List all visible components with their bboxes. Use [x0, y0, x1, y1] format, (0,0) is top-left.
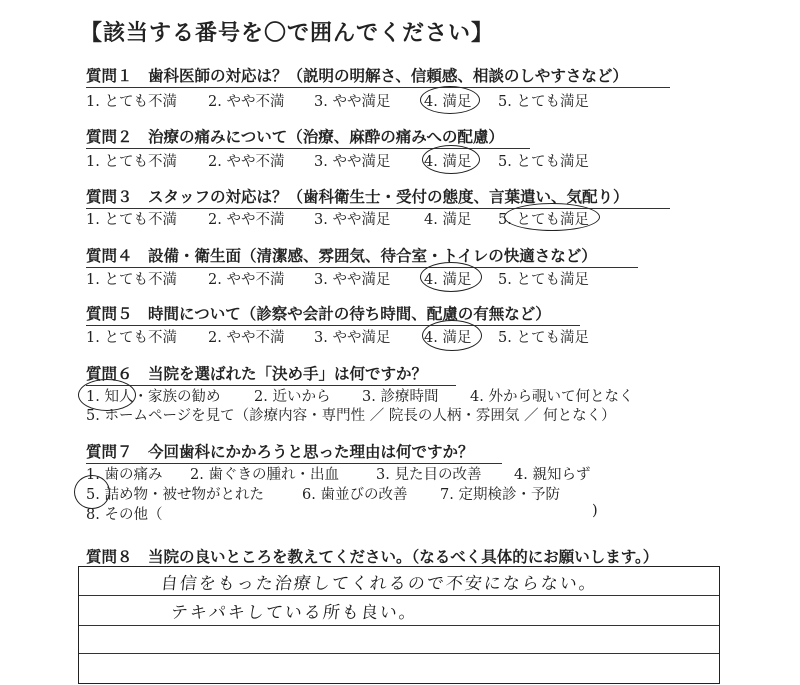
answer-rule — [79, 595, 719, 596]
q7-option-7[interactable]: 7. 定期検診・予防 — [440, 487, 560, 503]
question-3-title — [86, 185, 629, 207]
q7-option-5[interactable]: 5. 詰め物・被せ物がとれた — [86, 487, 264, 503]
q4-option-4[interactable]: 4. 満足 — [424, 272, 472, 288]
q5-option-2[interactable]: 2. やや不満 — [208, 330, 285, 346]
q7-option-6[interactable]: 6. 歯並びの改善 — [302, 487, 408, 503]
question-4-text: 質問４ 設備・衛生面（清潔感、雰囲気、待合室・トイレの快適さなど） — [86, 246, 597, 265]
question-6-text: 質問６ 当院を選ばれた「決め手」は何ですか？ — [86, 364, 428, 383]
question-2-underline — [86, 148, 530, 149]
question-6-title — [86, 362, 427, 384]
q8-handwritten-line-1: 自信をもった治療してくれるので不安にならない。 — [159, 574, 599, 594]
question-4-title — [86, 244, 597, 266]
q3-option-2[interactable]: 2. やや不満 — [208, 212, 285, 228]
q8-answer-box[interactable] — [78, 566, 720, 684]
question-1-text: 質問１ 歯科医師の対応は？（説明の明解さ、信頼感、相談のしやすさなど） — [86, 66, 628, 85]
form-heading: 【該当する番号を〇で囲んでください】 — [80, 20, 495, 46]
question-8-text: 質問８ 当院の良いところを教えてください。（なるべく具体的にお願いします。） — [86, 547, 659, 566]
q2-option-2[interactable]: 2. やや不満 — [208, 154, 285, 170]
q1-option-4[interactable]: 4. 満足 — [424, 94, 472, 110]
q7-option-4[interactable]: 4. 親知らず — [514, 467, 591, 483]
q1-option-1[interactable]: 1. とても不満 — [86, 94, 177, 110]
q7-option-2[interactable]: 2. 歯ぐきの腫れ・出血 — [190, 467, 339, 483]
q5-option-1[interactable]: 1. とても不満 — [86, 330, 177, 346]
q1-option-5[interactable]: 5. とても満足 — [498, 94, 589, 110]
q4-option-3[interactable]: 3. やや満足 — [314, 272, 391, 288]
question-5-text: 質問５ 時間について（診察や会計の待ち時間、配慮の有無など） — [86, 304, 551, 323]
question-5-title — [86, 302, 551, 324]
question-1-title — [86, 64, 628, 86]
q4-option-1[interactable]: 1. とても不満 — [86, 272, 177, 288]
q4-option-5[interactable]: 5. とても満足 — [498, 272, 589, 288]
q4-option-2[interactable]: 2. やや不満 — [208, 272, 285, 288]
q7-option-8[interactable]: 8. その他（ — [86, 507, 163, 523]
q3-option-3[interactable]: 3. やや満足 — [314, 212, 391, 228]
q2-option-1[interactable]: 1. とても不満 — [86, 154, 177, 170]
question-3-text: 質問３ スタッフの対応は？（歯科衛生士・受付の態度、言葉遣い、気配り） — [86, 187, 629, 206]
q3-option-5[interactable]: 5. とても満足 — [498, 212, 589, 228]
q7-option-8-close-paren: ) — [592, 503, 598, 519]
answer-rule — [79, 625, 719, 626]
q1-option-2[interactable]: 2. やや不満 — [208, 94, 285, 110]
question-2-text: 質問２ 治療の痛みについて（治療、麻酔の痛みへの配慮） — [86, 127, 504, 146]
q2-option-3[interactable]: 3. やや満足 — [314, 154, 391, 170]
q6-option-1[interactable]: 1. 知人・家族の勧め — [86, 389, 221, 405]
question-2-title — [86, 125, 504, 147]
q6-option-3[interactable]: 3. 診療時間 — [362, 389, 439, 405]
q7-option-3[interactable]: 3. 見た目の改善 — [376, 467, 482, 483]
q2-option-5[interactable]: 5. とても満足 — [498, 154, 589, 170]
q5-option-4[interactable]: 4. 満足 — [424, 330, 472, 346]
q3-option-1[interactable]: 1. とても不満 — [86, 212, 177, 228]
q6-option-2[interactable]: 2. 近いから — [254, 389, 331, 405]
q6-option-5[interactable]: 5. ホームページを見て（診療内容・専門性 ／ 院長の人柄・雰囲気 ／ 何となく） — [86, 408, 616, 424]
q5-option-3[interactable]: 3. やや満足 — [314, 330, 391, 346]
answer-rule — [79, 653, 719, 654]
q3-option-4[interactable]: 4. 満足 — [424, 212, 472, 228]
q5-option-5[interactable]: 5. とても満足 — [498, 330, 589, 346]
q2-option-4[interactable]: 4. 満足 — [424, 154, 472, 170]
q8-handwritten-line-2: テキパキしている所も良い。 — [169, 603, 419, 623]
q7-option-1[interactable]: 1. 歯の痛み — [86, 467, 163, 483]
question-1-underline — [86, 87, 670, 88]
question-8-title — [86, 545, 658, 567]
question-7-title — [86, 440, 474, 462]
q6-option-4[interactable]: 4. 外から覗いて何となく — [470, 389, 634, 405]
q1-option-3[interactable]: 3. やや満足 — [314, 94, 391, 110]
question-7-text: 質問７ 今回歯科にかかろうと思った理由は何ですか？ — [86, 442, 474, 461]
